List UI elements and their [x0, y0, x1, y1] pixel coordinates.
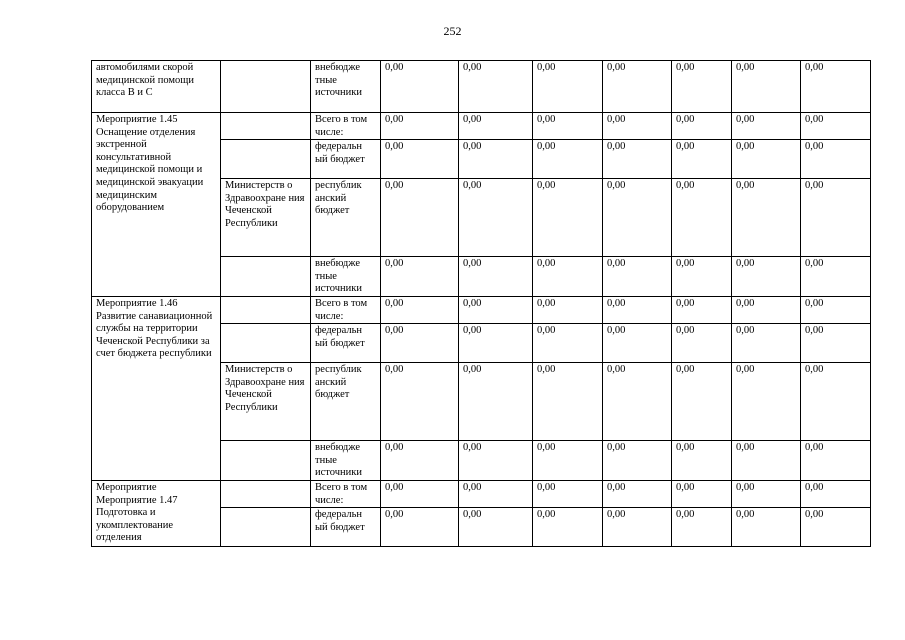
amount-cell: 0,00: [459, 324, 533, 363]
funding-source-cell: федеральн ый бюджет: [311, 508, 381, 547]
amount-cell: 0,00: [732, 179, 801, 257]
amount-cell: 0,00: [801, 113, 871, 140]
table-row: [92, 296, 871, 323]
amount-cell: 0,00: [459, 441, 533, 481]
amount-cell: 0,00: [533, 257, 603, 297]
amount-cell: 0,00: [381, 296, 459, 323]
amount-cell: 0,00: [672, 113, 732, 140]
executor-cell: [221, 113, 311, 140]
amount-cell: 0,00: [672, 441, 732, 481]
amount-cell: 0,00: [672, 296, 732, 323]
amount-cell: 0,00: [603, 508, 672, 547]
amount-cell: 0,00: [732, 363, 801, 441]
amount-cell: 0,00: [533, 61, 603, 113]
amount-cell: 0,00: [381, 113, 459, 140]
budget-table: [91, 60, 871, 547]
amount-cell: 0,00: [732, 113, 801, 140]
amount-cell: 0,00: [381, 257, 459, 297]
amount-cell: 0,00: [732, 508, 801, 547]
funding-source-cell: федеральн ый бюджет: [311, 324, 381, 363]
funding-source-cell: республик анский бюджет: [311, 363, 381, 441]
amount-cell: 0,00: [459, 179, 533, 257]
amount-cell: 0,00: [801, 140, 871, 179]
executor-cell: [221, 480, 311, 507]
table-row: [92, 61, 871, 113]
amount-cell: 0,00: [381, 61, 459, 113]
amount-cell: 0,00: [459, 140, 533, 179]
amount-cell: 0,00: [603, 441, 672, 481]
amount-cell: 0,00: [603, 257, 672, 297]
amount-cell: 0,00: [801, 296, 871, 323]
funding-source-cell: внебюдже тные источники: [311, 257, 381, 297]
amount-cell: 0,00: [672, 508, 732, 547]
amount-cell: 0,00: [381, 363, 459, 441]
funding-source-cell: Всего в том числе:: [311, 480, 381, 507]
amount-cell: 0,00: [459, 257, 533, 297]
funding-source-cell: Всего в том числе:: [311, 296, 381, 323]
amount-cell: 0,00: [459, 61, 533, 113]
activity-name-cell: Мероприятие 1.46 Развитие санавиационной службы на территории Чеченской Республики за счет бюджета республики: [92, 296, 221, 480]
amount-cell: 0,00: [801, 363, 871, 441]
amount-cell: 0,00: [459, 296, 533, 323]
amount-cell: 0,00: [533, 296, 603, 323]
amount-cell: 0,00: [533, 363, 603, 441]
page-number: 252: [443, 24, 462, 38]
amount-cell: 0,00: [732, 441, 801, 481]
amount-cell: 0,00: [801, 61, 871, 113]
funding-source-cell: внебюдже тные источники: [311, 61, 381, 113]
amount-cell: 0,00: [801, 257, 871, 297]
amount-cell: 0,00: [381, 508, 459, 547]
executor-cell: [221, 257, 311, 297]
amount-cell: 0,00: [533, 441, 603, 481]
amount-cell: 0,00: [603, 179, 672, 257]
amount-cell: 0,00: [381, 441, 459, 481]
amount-cell: 0,00: [533, 480, 603, 507]
amount-cell: 0,00: [459, 113, 533, 140]
amount-cell: 0,00: [603, 61, 672, 113]
funding-source-cell: внебюдже тные источники: [311, 441, 381, 481]
amount-cell: 0,00: [603, 296, 672, 323]
funding-source-cell: федеральн ый бюджет: [311, 140, 381, 179]
table-row: [92, 480, 871, 507]
amount-cell: 0,00: [672, 480, 732, 507]
amount-cell: 0,00: [801, 508, 871, 547]
amount-cell: 0,00: [732, 257, 801, 297]
executor-cell: [221, 140, 311, 179]
table-body: [92, 61, 871, 547]
amount-cell: 0,00: [459, 363, 533, 441]
amount-cell: 0,00: [801, 480, 871, 507]
amount-cell: 0,00: [459, 508, 533, 547]
amount-cell: 0,00: [732, 480, 801, 507]
amount-cell: 0,00: [603, 324, 672, 363]
executor-cell: [221, 324, 311, 363]
amount-cell: 0,00: [533, 508, 603, 547]
executor-cell: [221, 296, 311, 323]
amount-cell: 0,00: [603, 140, 672, 179]
activity-name-cell: Мероприятие Мероприятие 1.47 Подготовка и укомплектование отделения: [92, 480, 221, 546]
amount-cell: 0,00: [672, 363, 732, 441]
amount-cell: 0,00: [381, 140, 459, 179]
table-row: [92, 113, 871, 140]
executor-cell: Министерств о Здравоохране ния Чеченской Республики: [221, 363, 311, 441]
executor-cell: [221, 508, 311, 547]
amount-cell: 0,00: [533, 179, 603, 257]
amount-cell: 0,00: [459, 480, 533, 507]
amount-cell: 0,00: [533, 324, 603, 363]
amount-cell: 0,00: [672, 140, 732, 179]
amount-cell: 0,00: [603, 480, 672, 507]
funding-source-cell: Всего в том числе:: [311, 113, 381, 140]
amount-cell: 0,00: [381, 324, 459, 363]
amount-cell: 0,00: [732, 324, 801, 363]
amount-cell: 0,00: [672, 179, 732, 257]
amount-cell: 0,00: [801, 324, 871, 363]
amount-cell: 0,00: [672, 257, 732, 297]
amount-cell: 0,00: [732, 296, 801, 323]
amount-cell: 0,00: [533, 140, 603, 179]
executor-cell: [221, 441, 311, 481]
amount-cell: 0,00: [801, 441, 871, 481]
amount-cell: 0,00: [801, 179, 871, 257]
amount-cell: 0,00: [533, 113, 603, 140]
executor-cell: Министерств о Здравоохране ния Чеченской Республики: [221, 179, 311, 257]
executor-cell: [221, 61, 311, 113]
amount-cell: 0,00: [672, 324, 732, 363]
amount-cell: 0,00: [603, 113, 672, 140]
amount-cell: 0,00: [732, 140, 801, 179]
funding-source-cell: республик анский бюджет: [311, 179, 381, 257]
amount-cell: 0,00: [603, 363, 672, 441]
activity-name-cell: автомобилями скорой медицинской помощи класса В и С: [92, 61, 221, 113]
amount-cell: 0,00: [381, 179, 459, 257]
amount-cell: 0,00: [672, 61, 732, 113]
activity-name-cell: Мероприятие 1.45 Оснащение отделения экстренной консультативной медицинской помощи и медицинской эвакуации медицинским оборудованием: [92, 113, 221, 297]
amount-cell: 0,00: [732, 61, 801, 113]
amount-cell: 0,00: [381, 480, 459, 507]
